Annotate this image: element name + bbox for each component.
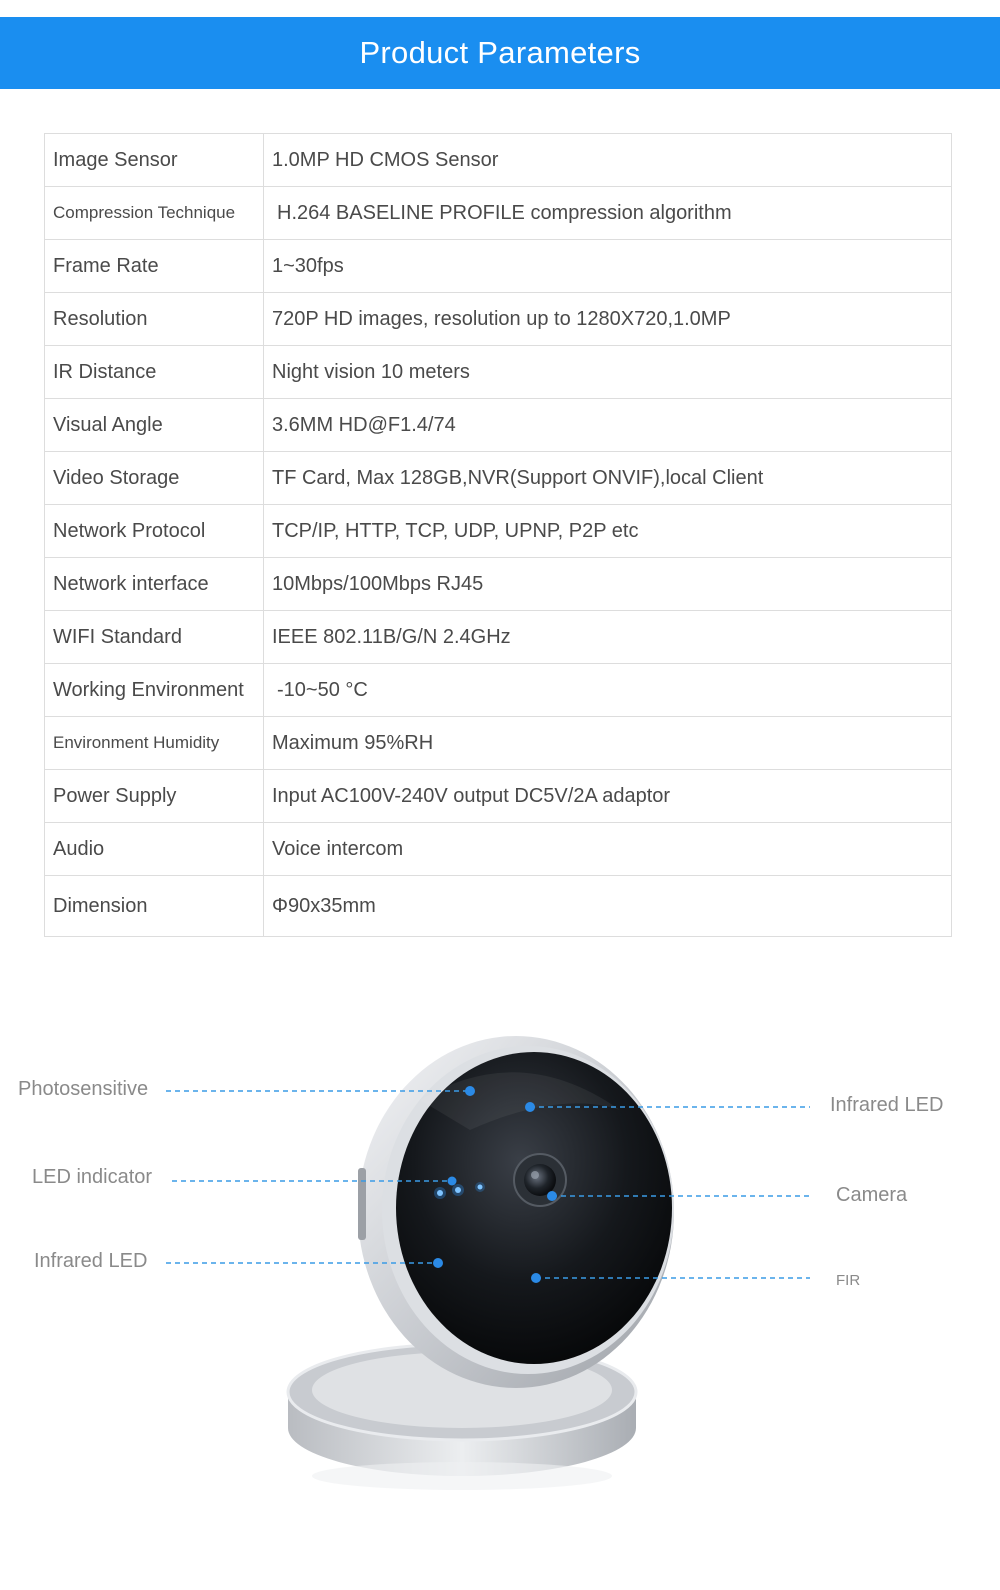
table-row — [45, 558, 952, 611]
spec-value: IEEE 802.11B/G/N 2.4GHz — [264, 611, 952, 664]
spec-label: Audio — [45, 823, 264, 876]
spec-value: Input AC100V-240V output DC5V/2A adaptor — [264, 770, 952, 823]
dot-led-indicator — [448, 1177, 457, 1186]
spec-value: Voice intercom — [264, 823, 952, 876]
spec-label: Environment Humidity — [45, 717, 264, 770]
spec-value: Maximum 95%RH — [264, 717, 952, 770]
table-row — [45, 611, 952, 664]
table-row — [45, 346, 952, 399]
table-row — [45, 717, 952, 770]
spec-label: Visual Angle — [45, 399, 264, 452]
spec-value: -10~50 °C — [264, 664, 952, 717]
spec-value: 10Mbps/100Mbps RJ45 — [264, 558, 952, 611]
spec-value: TCP/IP, HTTP, TCP, UDP, UPNP, P2P etc — [264, 505, 952, 558]
camera-diagram — [0, 1000, 1000, 1560]
spec-label: IR Distance — [45, 346, 264, 399]
table-row — [45, 876, 952, 937]
callout-photosensitive: Photosensitive — [18, 1078, 149, 1100]
callout-infrared-led-right: Infrared LED — [830, 1094, 944, 1116]
spec-label: Working Environment — [45, 664, 264, 717]
dot-infrared-right — [525, 1102, 535, 1112]
callout-infrared-led-left: Infrared LED — [34, 1250, 148, 1272]
spec-value: H.264 BASELINE PROFILE compression algorithm — [264, 187, 952, 240]
spec-table — [44, 133, 952, 937]
camera-body — [358, 1036, 674, 1388]
spec-label: WIFI Standard — [45, 611, 264, 664]
dot-photosensitive — [465, 1086, 475, 1096]
spec-value: 1.0MP HD CMOS Sensor — [264, 134, 952, 187]
spec-value: Φ90x35mm — [264, 876, 952, 937]
table-row — [45, 293, 952, 346]
spec-label: Frame Rate — [45, 240, 264, 293]
table-row — [45, 770, 952, 823]
table-row — [45, 240, 952, 293]
spec-label: Dimension — [45, 876, 264, 937]
dot-fir — [531, 1273, 541, 1283]
spec-value: Night vision 10 meters — [264, 346, 952, 399]
spec-label: Power Supply — [45, 770, 264, 823]
spec-value: 1~30fps — [264, 240, 952, 293]
spec-label: Image Sensor — [45, 134, 264, 187]
dot-camera — [547, 1191, 557, 1201]
page-title-banner — [0, 17, 1000, 89]
spec-label: Network interface — [45, 558, 264, 611]
callout-led-indicator: LED indicator — [32, 1166, 153, 1188]
camera-lens — [514, 1154, 566, 1206]
spec-value: 720P HD images, resolution up to 1280X720,1.0MP — [264, 293, 952, 346]
spec-label: Compression Technique — [45, 187, 264, 240]
table-row — [45, 823, 952, 876]
spec-label: Video Storage — [45, 452, 264, 505]
callout-fir: FIR — [836, 1272, 861, 1289]
table-row — [45, 187, 952, 240]
spec-value: 3.6MM HD@F1.4/74 — [264, 399, 952, 452]
spec-label: Network Protocol — [45, 505, 264, 558]
table-row — [45, 505, 952, 558]
table-row — [45, 664, 952, 717]
table-row — [45, 452, 952, 505]
table-row — [45, 399, 952, 452]
spec-value: TF Card, Max 128GB,NVR(Support ONVIF),local Client — [264, 452, 952, 505]
page-title: Product Parameters — [359, 35, 641, 70]
dot-infrared-left — [433, 1258, 443, 1268]
table-row — [45, 134, 952, 187]
spec-label: Resolution — [45, 293, 264, 346]
callout-camera: Camera — [836, 1184, 908, 1206]
